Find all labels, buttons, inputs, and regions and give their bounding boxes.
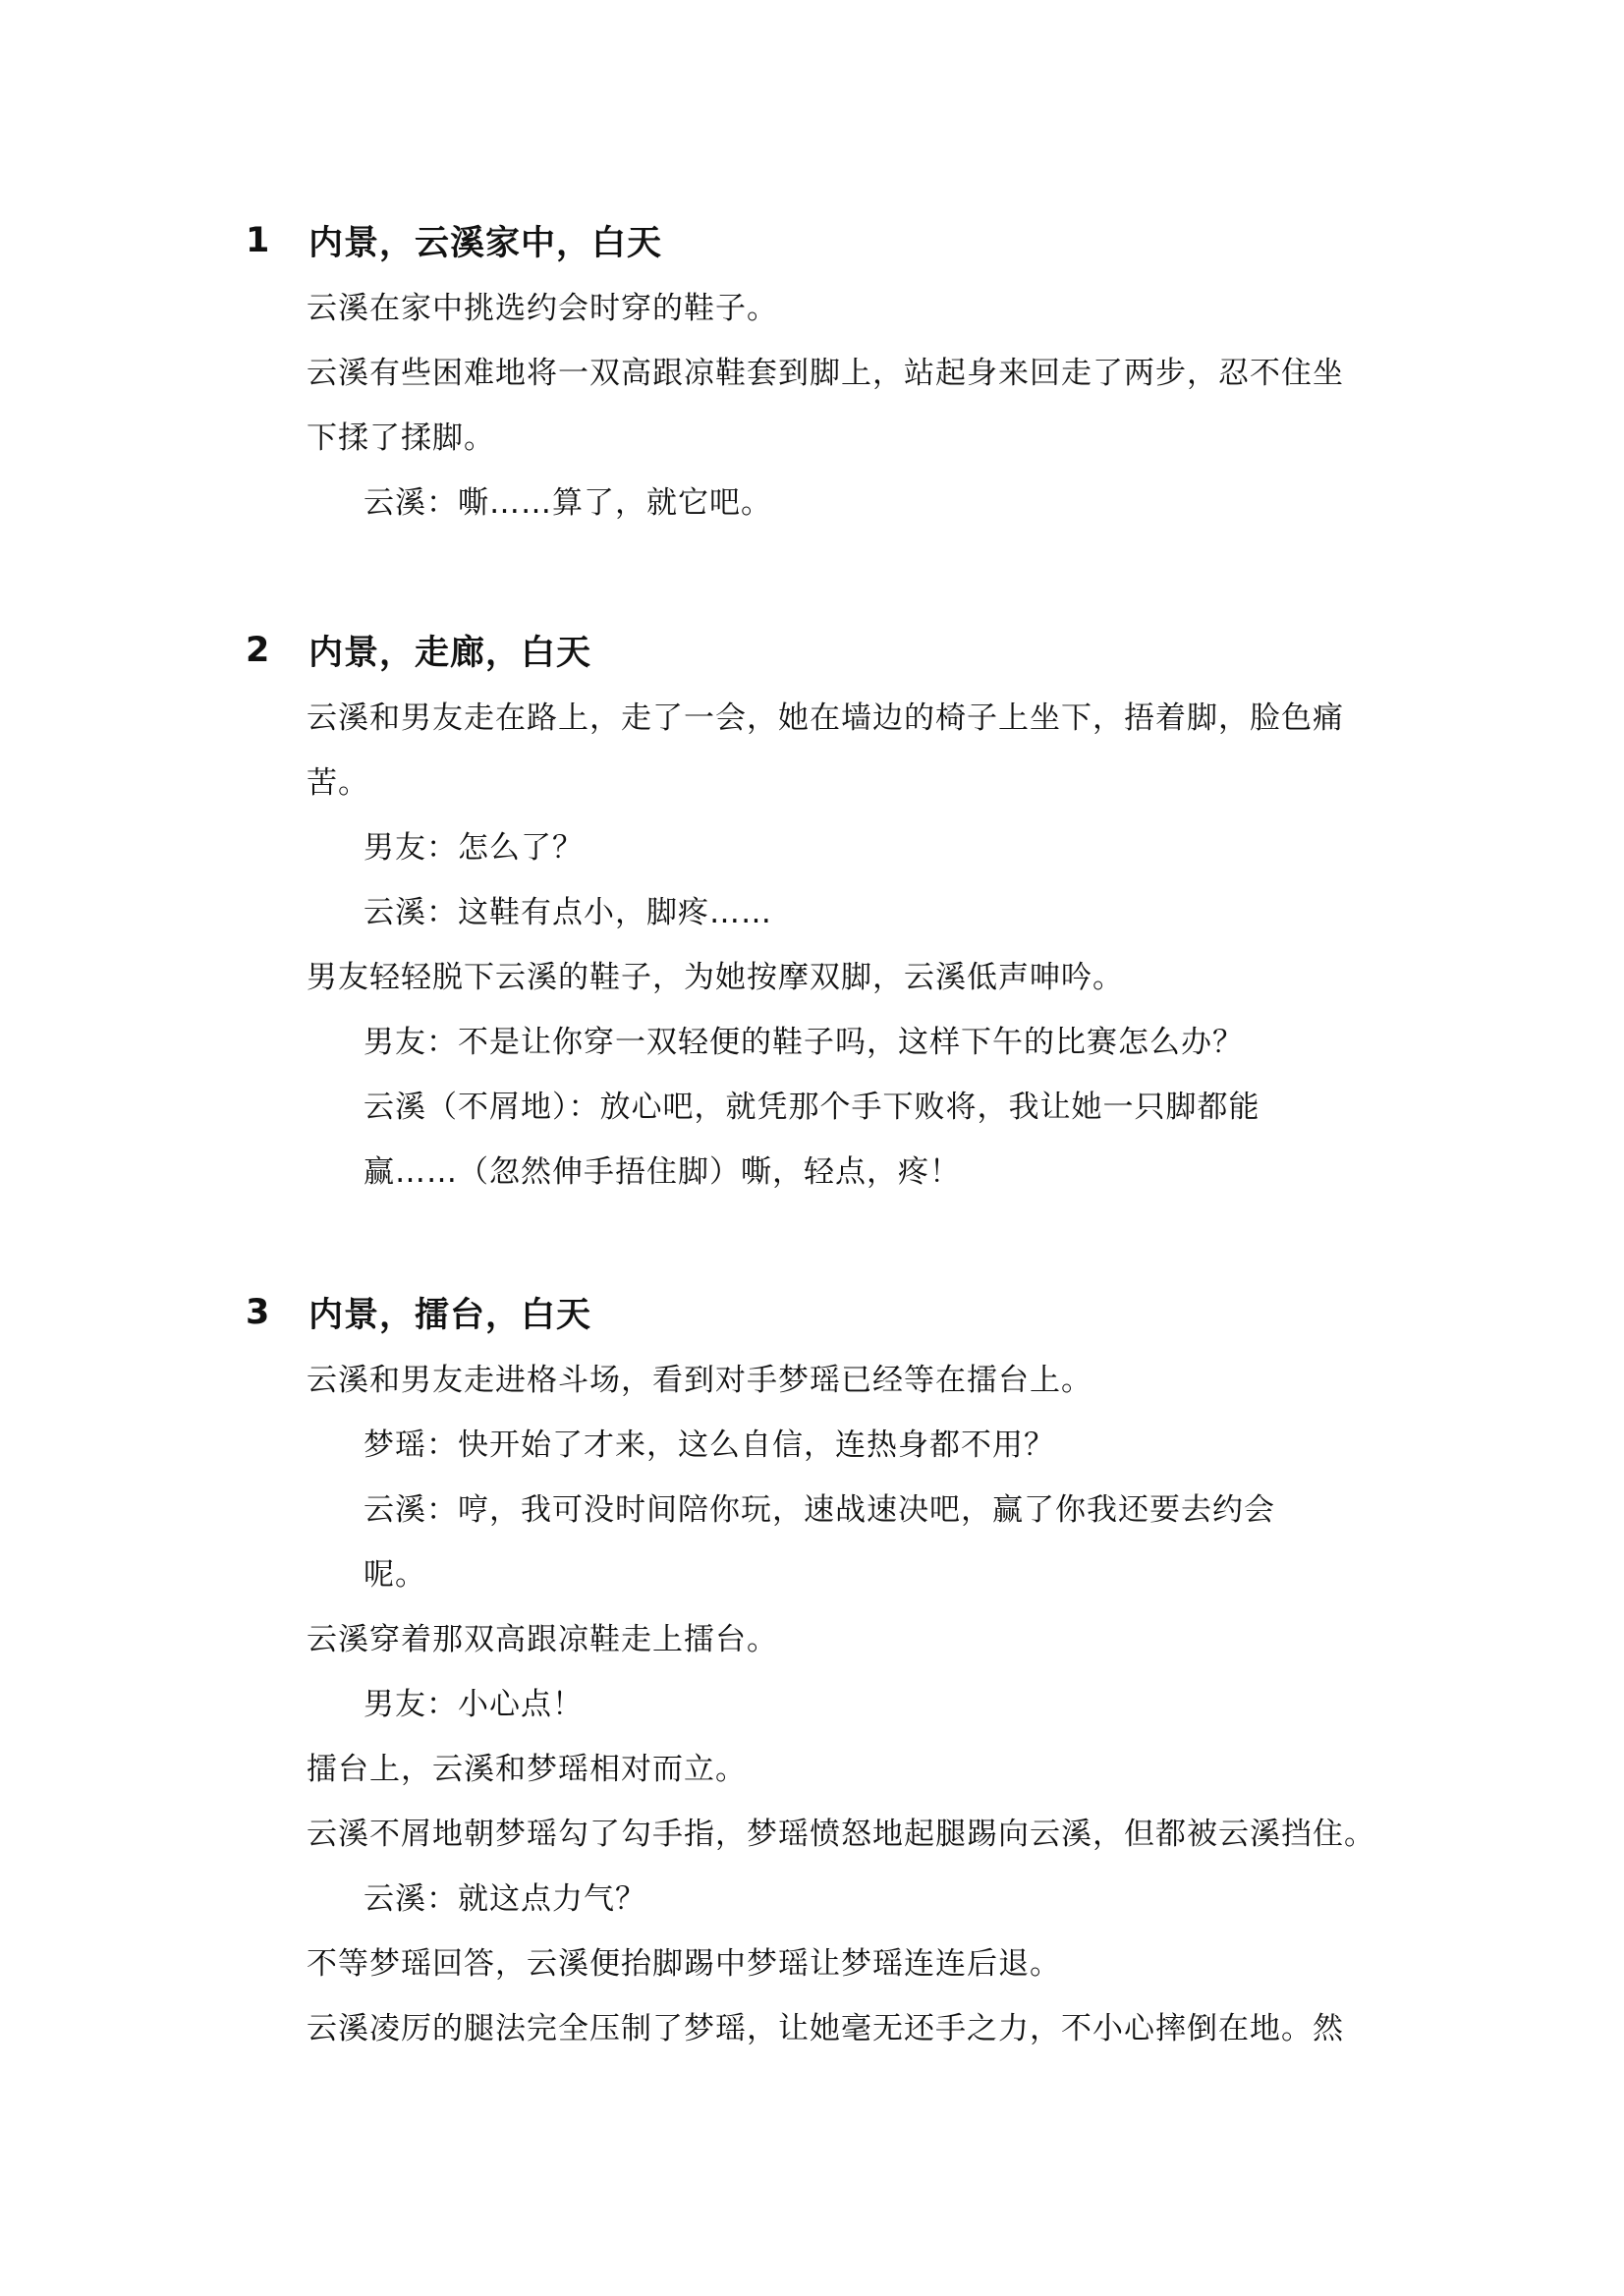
scene-lines (246, 686, 1405, 1204)
action-line: 不等梦瑶回答，云溪便抬脚踢中梦瑶让梦瑶连连后退。 (307, 1946, 1061, 1982)
action-line: 云溪和男友走在路上，走了一会，她在墙边的椅子上坐下，捂着脚，脸色痛 (307, 700, 1344, 736)
dialogue-line: 云溪：嘶……算了，就它吧。 (364, 485, 772, 521)
dialogue-line: 梦瑶：快开始了才来，这么自信，连热身都不用？ (364, 1428, 1055, 1463)
action-line: 云溪在家中挑选约会时穿的鞋子。 (307, 291, 778, 326)
action-line: 云溪穿着那双高跟凉鞋走上擂台。 (307, 1622, 778, 1657)
dialogue-line: 赢……（忽然伸手捂住脚）嘶，轻点，疼！ (364, 1154, 961, 1190)
scene-number: 3 (246, 1293, 271, 1332)
dialogue-line: 云溪：哼，我可没时间陪你玩，速战速决吧，赢了你我还要去约会 (364, 1492, 1275, 1528)
scene-heading (246, 1283, 1405, 1342)
scene-lines (246, 276, 1405, 535)
action-line: 云溪凌厉的腿法完全压制了梦瑶，让她毫无还手之力，不小心摔倒在地。然 (307, 2011, 1344, 2046)
scene-title: 内景，走廊，白天 (308, 634, 592, 673)
dialogue-line: 男友：小心点！ (364, 1687, 584, 1722)
scene-title: 内景，云溪家中，白天 (308, 224, 663, 263)
action-line: 擂台上，云溪和梦瑶相对而立。 (307, 1752, 747, 1787)
scene-number: 2 (246, 631, 271, 670)
dialogue-line: 男友：怎么了？ (364, 830, 584, 866)
dialogue-line: 男友：不是让你穿一双轻便的鞋子吗，这样下午的比赛怎么办？ (364, 1025, 1244, 1060)
scene-title: 内景，擂台，白天 (308, 1296, 592, 1335)
action-line: 云溪不屑地朝梦瑶勾了勾手指，梦瑶愤怒地起腿踢向云溪，但都被云溪挡住。 (307, 1817, 1375, 1852)
dialogue-line: 云溪：这鞋有点小，脚疼…… (364, 895, 772, 930)
scene-number: 1 (246, 221, 271, 260)
scene-lines (246, 1348, 1405, 2061)
scene-3 (246, 1283, 1405, 2061)
scene-heading (246, 621, 1405, 680)
dialogue-line: 云溪：就这点力气？ (364, 1881, 646, 1917)
dialogue-line: 呢。 (364, 1557, 426, 1593)
scene-heading (246, 211, 1405, 270)
action-line: 云溪有些困难地将一双高跟凉鞋套到脚上，站起身来回走了两步，忍不住坐 (307, 356, 1344, 391)
action-line: 男友轻轻脱下云溪的鞋子，为她按摩双脚，云溪低声呻吟。 (307, 960, 1124, 995)
scene-2 (246, 621, 1405, 1204)
action-line: 云溪和男友走进格斗场，看到对手梦瑶已经等在擂台上。 (307, 1363, 1092, 1398)
action-line: 下揉了揉脚。 (307, 420, 495, 456)
action-line: 苦。 (307, 765, 369, 801)
dialogue-line: 云溪（不屑地）：放心吧，就凭那个手下败将，我让她一只脚都能 (364, 1090, 1260, 1125)
scene-1 (246, 211, 1405, 535)
